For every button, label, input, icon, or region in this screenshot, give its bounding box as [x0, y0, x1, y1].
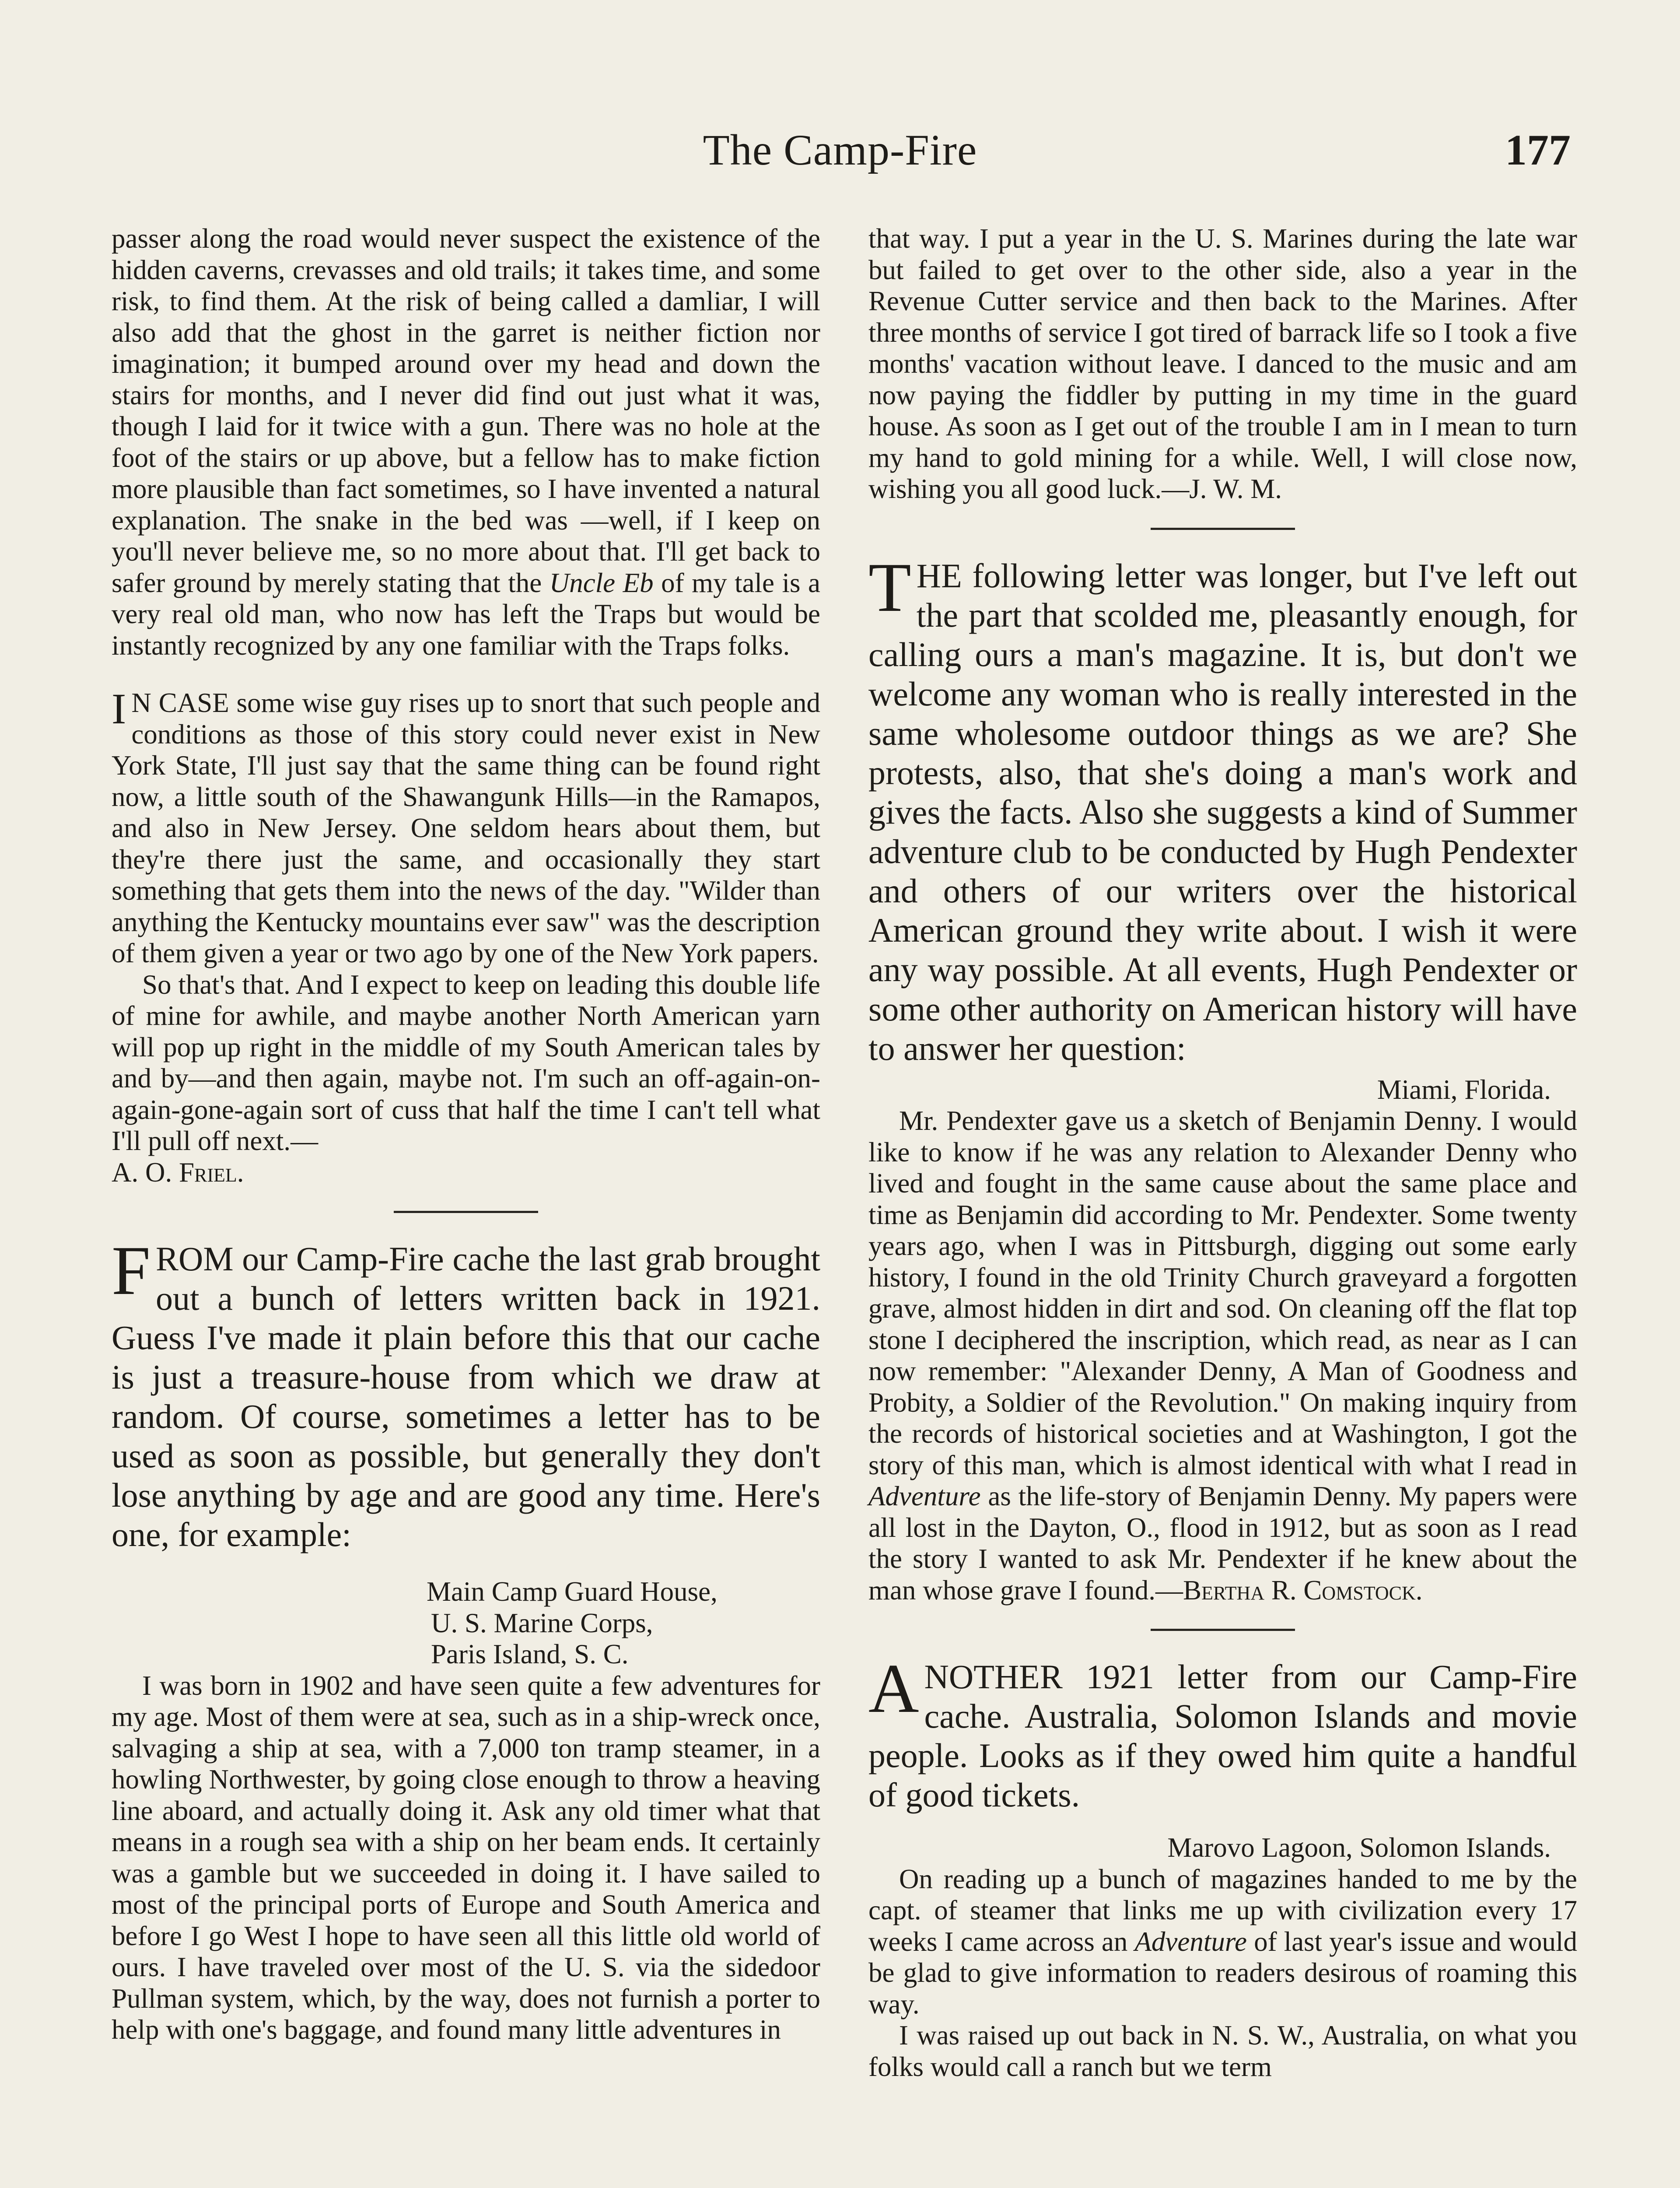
right-paragraph-5: [868, 1864, 1577, 2020]
address-line: U. S. Marine Corps,: [431, 1607, 653, 1638]
right-paragraph-3: [868, 1105, 1577, 1606]
text-run: N CASE some wise guy rises up to snort that such people and conditions as those of this story could never exist in New York State, I'll just say that the same thing can be found right now, a little south of the Shawangunk Hills—in the Ramapos, and also in New Jersey. One seldom hears about them, but they're there just the same, and occasionally they start something that gets them into the news of the day. "Wilder than anything the Kentucky mountains ever saw" was the description of them given a year or two ago by one of the New York papers.: [112, 687, 820, 968]
text-run: as the life-story of Benjamin Denny. My papers were all lost in the Dayton, O., flood in 1912, but as soon as I read the story I wanted to ask Mr. Pendexter if he knew about the man whose grave I found.—: [868, 1481, 1577, 1606]
right-paragraph-6: I was raised up out back in N. S. W., Australia, on what you folks would call a ranch but we term: [868, 2020, 1577, 2082]
text-run: of my tale is a very real old man, who now has left the Traps but would be instantly recognized by any one familiar with the Traps folks.: [112, 567, 820, 661]
letter-address: [427, 1576, 820, 1670]
italic-title: Uncle Eb: [549, 567, 654, 598]
editorial-intro: [112, 1231, 820, 1554]
left-paragraph-3: [112, 969, 820, 1189]
letter-location: Marovo Lagoon, Solomon Islands.: [1167, 1832, 1551, 1863]
text-run: On reading up a bunch of magazines handed to me by the capt. of steamer that links me up with civilization every 17 weeks I came across an: [868, 1863, 1577, 1957]
text-run: passer along the road would never suspect the existence of the hidden caverns, crevasses and old trails; it takes time, and some risk, to find them. At the risk of being called a damliar, I will also add that the ghost in the garret is neither fiction nor imagination; it bumped around over my head and down the stairs for months, and I never did find out just what it was, though I laid for it twice with a gun. There was no hole at the foot of the stairs or up above, but a fellow has to make fiction more plausible than fact sometimes, so I have invented a natural explanation. The snake in the bed was —well, if I keep on you'll never believe me, so no more about that. I'll get back to safer ground by merely stating that the: [112, 223, 820, 598]
editorial-intro: [868, 548, 1577, 1068]
drop-cap: T: [868, 548, 911, 626]
drop-cap: F: [112, 1231, 150, 1309]
right-paragraph-1: that way. I put a year in the U. S. Marines during the late war but failed to get over to the other side, also a year in the Revenue Cutter service and then back to the Marines. After three months of service I got tired of barrack life so I took a five months' vacation without leave. I danced to the music and am now paying the fiddler by putting in my time in the guard house. As soon as I get out of the trouble I am in I mean to turn my hand to gold mining for a while. Well, I will close now, wishing you all good luck.—J. W. M.: [868, 223, 1577, 504]
address-line: Paris Island, S. C.: [431, 1639, 629, 1669]
left-paragraph-5: I was born in 1902 and have seen quite a few adventures for my age. Most of them were at sea, such as in a ship-wreck once, salvaging a ship at sea, with a 7,000 ton tramp steamer, in a howling Northwester, by going close enough to throw a heaving line aboard, and actually doing it. Ask any old timer what that means in a rough sea with a ship on her beam ends. It certainly was a gamble but we succeeded in doing it. I have sailed to most of the principal ports of Europe and South America and before I go West I hope to have seen all this little old world of ours. I have traveled over most of the U. S. via the sidedoor Pullman system, which, by the way, does not furnish a porter to help with one's baggage, and found many little adventures in: [112, 1670, 820, 2045]
section-divider: [1151, 528, 1295, 530]
drop-cap: I: [112, 684, 126, 733]
text-run: of last year's issue and would be glad to give information to readers desirous of roaming this way.: [868, 1926, 1577, 2020]
drop-cap: A: [868, 1649, 919, 1727]
italic-title: Adventure: [868, 1481, 981, 1511]
left-paragraph-2: [112, 684, 820, 969]
left-column: [112, 223, 820, 2046]
text-run: Mr. Pendexter gave us a sketch of Benjamin Denny. I would like to know if he was any relation to Alexander Denny who lived and fought in the same cause about the same place and time as Benjamin did according to Mr. Pendexter. Some twenty years ago, when I was in Pittsburgh, digging out some early history, I found in the old Trinity Church graveyard a forgotten grave, almost hidden in dirt and sod. On cleaning off the flat top stone I deciphered the inscription, which read, as near as I can now remember: "Alexander Denny, A Man of Goodness and Probity, a Soldier of the Revolution." On making inquiry from the records of historical societies and at Washington, I got the story of this man, which is almost identical with what I read in: [868, 1105, 1577, 1480]
text-run: NOTHER 1921 letter from our Camp-Fire cache. Australia, Solomon Islands and movie people. Looks as if they owed him quite a handful of good tickets.: [868, 1658, 1577, 1814]
right-paragraph-4: [868, 1649, 1577, 1815]
left-paragraph-1: [112, 223, 820, 661]
text-run: So that's that. And I expect to keep on leading this double life of mine for awhile, and maybe another North American yarn will pop up right in the middle of my South American tales by and by—and then again, maybe not. I'm such an off-again-on-again-gone-again sort of cuss that half the time I can't tell what I'll pull off next.—: [112, 969, 820, 1156]
running-header-title: The Camp-Fire: [703, 126, 977, 174]
editorial-intro: [868, 1649, 1577, 1815]
text-run: HE following letter was longer, but I've left out the part that scolded me, pleasantly enough, for calling ours a man's magazine. It is, but don't we welcome any woman who is really interested in the same wholesome outdoor things as we are? She protests, also, that she's doing a man's work and gives the facts. Also she suggests a kind of Summer adventure club to be conducted by Hugh Pendexter and others of our writers over the historical American ground they write about. I wish it were any way possible. At all events, Hugh Pendexter or some other authority on American history will have to answer her question:: [868, 556, 1577, 1067]
letter-location: Miami, Florida.: [1377, 1074, 1551, 1105]
signature: A. O. Friel.: [112, 1157, 244, 1188]
right-column: [868, 223, 1577, 2083]
left-paragraph-4: [112, 1231, 820, 1554]
section-divider: [1151, 1629, 1295, 1631]
italic-title: Adventure: [1134, 1926, 1247, 1957]
right-paragraph-2: [868, 548, 1577, 1068]
text-run: ROM our Camp-Fire cache the last grab brought out a bunch of letters written back in 1921. Guess I've made it plain before this that our cache is just a treasure-house from which we draw at random. Of course, sometimes a letter has to be used as soon as possible, but generally they don't lose anything by age and are good any time. Here's one, for example:: [112, 1240, 820, 1553]
section-divider: [394, 1211, 538, 1213]
signature: Bertha R. Comstock.: [1183, 1574, 1423, 1606]
page-number: 177: [1505, 126, 1571, 174]
address-line: Main Camp Guard House,: [427, 1576, 718, 1607]
